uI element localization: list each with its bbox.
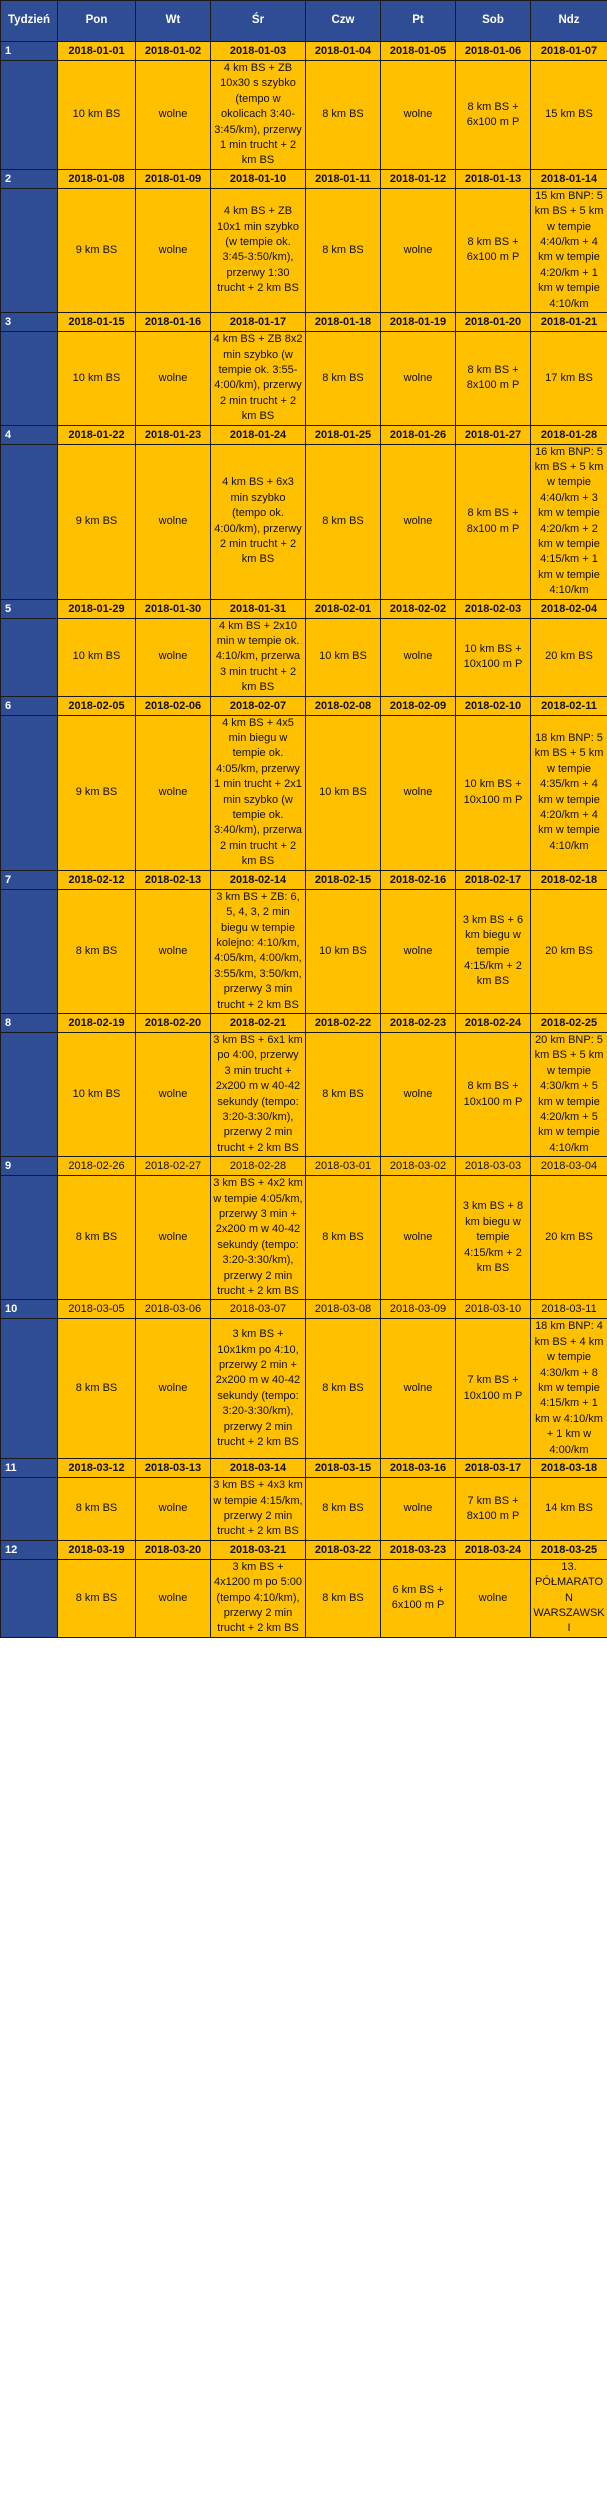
workout-cell: wolne xyxy=(456,1559,531,1637)
workout-cell: 10 km BS xyxy=(58,332,136,425)
workout-cell: wolne xyxy=(381,889,456,1013)
workout-cell: wolne xyxy=(136,1032,211,1156)
workout-cell: wolne xyxy=(136,1559,211,1637)
date-cell: 2018-02-10 xyxy=(456,696,531,715)
date-cell: 2018-01-03 xyxy=(211,42,306,61)
date-cell: 2018-01-07 xyxy=(531,42,607,61)
date-cell: 2018-02-11 xyxy=(531,696,607,715)
date-cell: 2018-02-19 xyxy=(58,1013,136,1032)
workout-cell: 8 km BS xyxy=(306,1176,381,1300)
date-cell: 2018-01-06 xyxy=(456,42,531,61)
week-side-cell xyxy=(1,715,58,870)
week-workout-row xyxy=(1,715,607,870)
date-cell: 2018-01-15 xyxy=(58,313,136,332)
week-number: 9 xyxy=(1,1157,58,1176)
workout-cell: wolne xyxy=(381,1176,456,1300)
date-cell: 2018-02-06 xyxy=(136,696,211,715)
date-cell: 2018-01-13 xyxy=(456,169,531,188)
workout-cell: 8 km BS xyxy=(306,61,381,170)
date-cell: 2018-03-12 xyxy=(58,1459,136,1478)
week-side-cell xyxy=(1,1032,58,1156)
date-cell: 2018-01-16 xyxy=(136,313,211,332)
workout-cell: 4 km BS + 4x5 min biegu w tempie ok. 4:05/km, przerwy 1 min trucht + 2x1 min szybko (w tempie ok. 3:40/km), przerwa 2 min trucht + 2 km BS xyxy=(211,715,306,870)
date-cell: 2018-03-11 xyxy=(531,1300,607,1319)
workout-cell: 3 km BS + 4x1200 m po 5:00 (tempo 4:10/km), przerwy 2 min trucht + 2 km BS xyxy=(211,1559,306,1637)
workout-cell: 8 km BS xyxy=(306,332,381,425)
date-cell: 2018-02-28 xyxy=(211,1157,306,1176)
workout-cell: 4 km BS + 6x3 min szybko (tempo ok. 4:00/km), przerwy 2 min trucht + 2 km BS xyxy=(211,444,306,599)
date-cell: 2018-01-21 xyxy=(531,313,607,332)
week-date-row xyxy=(1,313,607,332)
workout-cell: 3 km BS + 4x3 km w tempie 4:15/km, przerwy 2 min trucht + 2 km BS xyxy=(211,1478,306,1541)
week-workout-row xyxy=(1,188,607,312)
week-side-cell xyxy=(1,61,58,170)
date-cell: 2018-01-23 xyxy=(136,425,211,444)
date-cell: 2018-01-17 xyxy=(211,313,306,332)
date-cell: 2018-01-18 xyxy=(306,313,381,332)
date-cell: 2018-03-19 xyxy=(58,1540,136,1559)
date-cell: 2018-03-20 xyxy=(136,1540,211,1559)
workout-cell: 8 km BS + 8x100 m P xyxy=(456,444,531,599)
workout-cell: 10 km BS + 10x100 m P xyxy=(456,618,531,696)
workout-cell: wolne xyxy=(136,715,211,870)
date-cell: 2018-02-25 xyxy=(531,1013,607,1032)
date-cell: 2018-03-15 xyxy=(306,1459,381,1478)
workout-cell: 8 km BS xyxy=(58,1559,136,1637)
date-cell: 2018-03-06 xyxy=(136,1300,211,1319)
date-cell: 2018-01-29 xyxy=(58,599,136,618)
column-header-day: Pt xyxy=(381,1,456,42)
workout-cell: 10 km BS + 10x100 m P xyxy=(456,715,531,870)
date-cell: 2018-01-09 xyxy=(136,169,211,188)
date-cell: 2018-01-22 xyxy=(58,425,136,444)
workout-cell: 10 km BS xyxy=(58,618,136,696)
date-cell: 2018-03-01 xyxy=(306,1157,381,1176)
workout-cell: 6 km BS + 6x100 m P xyxy=(381,1559,456,1637)
workout-cell: 10 km BS xyxy=(58,1032,136,1156)
week-date-row xyxy=(1,1300,607,1319)
date-cell: 2018-02-01 xyxy=(306,599,381,618)
date-cell: 2018-02-03 xyxy=(456,599,531,618)
workout-cell: wolne xyxy=(381,1032,456,1156)
workout-cell: 16 km BNP: 5 km BS + 5 km w tempie 4:40/km + 3 km w tempie 4:20/km + 2 km w tempie 4:15/km + 1 km w tempie 4:10/km xyxy=(531,444,607,599)
date-cell: 2018-03-25 xyxy=(531,1540,607,1559)
workout-cell: 8 km BS xyxy=(58,1319,136,1459)
workout-cell: 8 km BS xyxy=(306,1032,381,1156)
workout-cell: wolne xyxy=(136,332,211,425)
workout-cell: 3 km BS + ZB: 6, 5, 4, 3, 2 min biegu w tempie kolejno: 4:10/km, 4:05/km, 4:00/km, 3:55/km, 3:50/km, przerwy 3 min trucht + 2 km BS xyxy=(211,889,306,1013)
workout-cell: 20 km BS xyxy=(531,889,607,1013)
date-cell: 2018-01-08 xyxy=(58,169,136,188)
week-workout-row xyxy=(1,1559,607,1637)
workout-cell: wolne xyxy=(381,715,456,870)
week-side-cell xyxy=(1,1559,58,1637)
date-cell: 2018-02-26 xyxy=(58,1157,136,1176)
workout-cell: 8 km BS xyxy=(306,1319,381,1459)
date-cell: 2018-02-18 xyxy=(531,870,607,889)
date-cell: 2018-02-17 xyxy=(456,870,531,889)
week-number: 2 xyxy=(1,169,58,188)
date-cell: 2018-02-12 xyxy=(58,870,136,889)
workout-cell: 8 km BS xyxy=(306,188,381,312)
date-cell: 2018-01-28 xyxy=(531,425,607,444)
date-cell: 2018-01-01 xyxy=(58,42,136,61)
date-cell: 2018-02-05 xyxy=(58,696,136,715)
workout-cell: 14 km BS xyxy=(531,1478,607,1541)
date-cell: 2018-02-14 xyxy=(211,870,306,889)
workout-cell: 8 km BS xyxy=(58,889,136,1013)
workout-cell: wolne xyxy=(381,61,456,170)
date-cell: 2018-02-16 xyxy=(381,870,456,889)
week-date-row xyxy=(1,1540,607,1559)
date-cell: 2018-02-07 xyxy=(211,696,306,715)
workout-cell: 10 km BS xyxy=(306,715,381,870)
workout-cell: 8 km BS xyxy=(306,444,381,599)
column-header-day: Pon xyxy=(58,1,136,42)
date-cell: 2018-01-04 xyxy=(306,42,381,61)
workout-cell: 3 km BS + 8 km biegu w tempie 4:15/km + 2 km BS xyxy=(456,1176,531,1300)
date-cell: 2018-03-04 xyxy=(531,1157,607,1176)
week-number: 10 xyxy=(1,1300,58,1319)
date-cell: 2018-03-03 xyxy=(456,1157,531,1176)
workout-cell: 8 km BS + 6x100 m P xyxy=(456,61,531,170)
week-number: 11 xyxy=(1,1459,58,1478)
week-date-row xyxy=(1,42,607,61)
workout-cell: 8 km BS + 10x100 m P xyxy=(456,1032,531,1156)
week-side-cell xyxy=(1,1478,58,1541)
workout-cell: 20 km BS xyxy=(531,1176,607,1300)
workout-cell: 3 km BS + 6x1 km po 4:00, przerwy 3 min trucht + 2x200 m w 40-42 sekundy (tempo: 3:20-3:30/km), przerwy 2 min trucht + 2 km BS xyxy=(211,1032,306,1156)
date-cell: 2018-02-22 xyxy=(306,1013,381,1032)
workout-cell: 7 km BS + 10x100 m P xyxy=(456,1319,531,1459)
week-side-cell xyxy=(1,618,58,696)
column-header-day: Czw xyxy=(306,1,381,42)
date-cell: 2018-02-04 xyxy=(531,599,607,618)
workout-cell: wolne xyxy=(136,889,211,1013)
date-cell: 2018-03-02 xyxy=(381,1157,456,1176)
date-cell: 2018-01-11 xyxy=(306,169,381,188)
column-header-day: Wt xyxy=(136,1,211,42)
date-cell: 2018-03-24 xyxy=(456,1540,531,1559)
week-workout-row xyxy=(1,332,607,425)
date-cell: 2018-03-22 xyxy=(306,1540,381,1559)
workout-cell: 17 km BS xyxy=(531,332,607,425)
week-date-row xyxy=(1,599,607,618)
date-cell: 2018-01-25 xyxy=(306,425,381,444)
date-cell: 2018-01-12 xyxy=(381,169,456,188)
date-cell: 2018-03-17 xyxy=(456,1459,531,1478)
date-cell: 2018-02-13 xyxy=(136,870,211,889)
workout-cell: 10 km BS xyxy=(306,889,381,1013)
date-cell: 2018-02-24 xyxy=(456,1013,531,1032)
workout-cell: wolne xyxy=(136,188,211,312)
workout-cell: wolne xyxy=(136,61,211,170)
date-cell: 2018-03-16 xyxy=(381,1459,456,1478)
workout-cell: wolne xyxy=(136,618,211,696)
week-workout-row xyxy=(1,1319,607,1459)
date-cell: 2018-03-13 xyxy=(136,1459,211,1478)
workout-cell: 4 km BS + 2x10 min w tempie ok. 4:10/km, przerwa 3 min trucht + 2 km BS xyxy=(211,618,306,696)
workout-cell: 10 km BS xyxy=(58,61,136,170)
workout-cell: 9 km BS xyxy=(58,444,136,599)
workout-cell: wolne xyxy=(136,1478,211,1541)
week-number: 6 xyxy=(1,696,58,715)
date-cell: 2018-02-09 xyxy=(381,696,456,715)
workout-cell: 4 km BS + ZB 8x2 min szybko (w tempie ok. 3:55-4:00/km), przerwy 2 min trucht + 2 km BS xyxy=(211,332,306,425)
week-number: 3 xyxy=(1,313,58,332)
workout-cell: wolne xyxy=(381,618,456,696)
week-side-cell xyxy=(1,332,58,425)
workout-cell: 8 km BS + 8x100 m P xyxy=(456,332,531,425)
week-date-row xyxy=(1,1157,607,1176)
week-side-cell xyxy=(1,188,58,312)
date-cell: 2018-01-24 xyxy=(211,425,306,444)
week-side-cell xyxy=(1,444,58,599)
workout-cell: wolne xyxy=(136,1319,211,1459)
date-cell: 2018-02-23 xyxy=(381,1013,456,1032)
workout-cell: 3 km BS + 4x2 km w tempie 4:05/km, przerwy 3 min + 2x200 m w 40-42 sekundy (tempo: 3:20-3:30/km), przerwy 2 min trucht + 2 km BS xyxy=(211,1176,306,1300)
week-number: 12 xyxy=(1,1540,58,1559)
workout-cell: 10 km BS xyxy=(306,618,381,696)
workout-cell: 8 km BS xyxy=(306,1478,381,1541)
date-cell: 2018-03-23 xyxy=(381,1540,456,1559)
date-cell: 2018-02-27 xyxy=(136,1157,211,1176)
workout-cell: wolne xyxy=(381,332,456,425)
column-header-day: Śr xyxy=(211,1,306,42)
week-side-cell xyxy=(1,1176,58,1300)
workout-cell: 4 km BS + ZB 10x1 min szybko (w tempie ok. 3:45-3:50/km), przerwy 1:30 trucht + 2 km BS xyxy=(211,188,306,312)
workout-cell: 3 km BS + 10x1km po 4:10, przerwy 2 min + 2x200 m w 40-42 sekundy (tempo: 3:20-3:30/km), przerwy 2 min trucht + 2 km BS xyxy=(211,1319,306,1459)
workout-cell: wolne xyxy=(381,444,456,599)
week-side-cell xyxy=(1,889,58,1013)
week-number: 7 xyxy=(1,870,58,889)
date-cell: 2018-03-14 xyxy=(211,1459,306,1478)
workout-cell: 8 km BS xyxy=(58,1478,136,1541)
date-cell: 2018-02-20 xyxy=(136,1013,211,1032)
week-workout-row xyxy=(1,1032,607,1156)
workout-cell: 9 km BS xyxy=(58,188,136,312)
workout-cell: 8 km BS + 6x100 m P xyxy=(456,188,531,312)
date-cell: 2018-03-08 xyxy=(306,1300,381,1319)
date-cell: 2018-01-10 xyxy=(211,169,306,188)
workout-cell: 18 km BNP: 5 km BS + 5 km w tempie 4:35/km + 4 km w tempie 4:20/km + 4 km w tempie 4:10/km xyxy=(531,715,607,870)
date-cell: 2018-03-10 xyxy=(456,1300,531,1319)
week-date-row xyxy=(1,1013,607,1032)
workout-cell: 3 km BS + 6 km biegu w tempie 4:15/km + 2 km BS xyxy=(456,889,531,1013)
workout-cell: wolne xyxy=(381,188,456,312)
date-cell: 2018-01-26 xyxy=(381,425,456,444)
workout-cell: 15 km BNP: 5 km BS + 5 km w tempie 4:40/km + 4 km w tempie 4:20/km + 1 km w tempie 4:10/km xyxy=(531,188,607,312)
date-cell: 2018-02-15 xyxy=(306,870,381,889)
week-workout-row xyxy=(1,1176,607,1300)
date-cell: 2018-03-05 xyxy=(58,1300,136,1319)
date-cell: 2018-03-07 xyxy=(211,1300,306,1319)
week-date-row xyxy=(1,425,607,444)
plan-body xyxy=(1,42,607,1638)
week-number: 4 xyxy=(1,425,58,444)
date-cell: 2018-02-08 xyxy=(306,696,381,715)
date-cell: 2018-02-02 xyxy=(381,599,456,618)
week-workout-row xyxy=(1,61,607,170)
date-cell: 2018-01-30 xyxy=(136,599,211,618)
header-row xyxy=(1,1,607,42)
column-header-day: Sob xyxy=(456,1,531,42)
workout-cell: 8 km BS xyxy=(58,1176,136,1300)
date-cell: 2018-03-18 xyxy=(531,1459,607,1478)
week-workout-row xyxy=(1,1478,607,1541)
workout-cell: 20 km BNP: 5 km BS + 5 km w tempie 4:30/km + 5 km w tempie 4:20/km + 5 km w tempie 4:10/km xyxy=(531,1032,607,1156)
workout-cell: 20 km BS xyxy=(531,618,607,696)
week-number: 1 xyxy=(1,42,58,61)
date-cell: 2018-03-21 xyxy=(211,1540,306,1559)
date-cell: 2018-01-14 xyxy=(531,169,607,188)
date-cell: 2018-01-20 xyxy=(456,313,531,332)
date-cell: 2018-01-05 xyxy=(381,42,456,61)
workout-cell: wolne xyxy=(381,1319,456,1459)
workout-cell: 7 km BS + 8x100 m P xyxy=(456,1478,531,1541)
workout-cell: 8 km BS xyxy=(306,1559,381,1637)
workout-cell: wolne xyxy=(381,1478,456,1541)
workout-cell: wolne xyxy=(136,1176,211,1300)
workout-cell: 4 km BS + ZB 10x30 s szybko (tempo w okolicach 3:40-3:45/km), przerwy 1 min trucht + 2 km BS xyxy=(211,61,306,170)
date-cell: 2018-01-27 xyxy=(456,425,531,444)
date-cell: 2018-01-19 xyxy=(381,313,456,332)
date-cell: 2018-01-31 xyxy=(211,599,306,618)
date-cell: 2018-02-21 xyxy=(211,1013,306,1032)
workout-cell: 9 km BS xyxy=(58,715,136,870)
week-side-cell xyxy=(1,1319,58,1459)
week-workout-row xyxy=(1,618,607,696)
week-date-row xyxy=(1,870,607,889)
week-date-row xyxy=(1,696,607,715)
column-header-week: Tydzień xyxy=(1,1,58,42)
column-header-day: Ndz xyxy=(531,1,607,42)
workout-cell: 15 km BS xyxy=(531,61,607,170)
week-date-row xyxy=(1,1459,607,1478)
workout-cell: 18 km BNP: 4 km BS + 4 km w tempie 4:30/km + 8 km w tempie 4:15/km + 1 km w 4:10/km + 1 km w 4:00/km xyxy=(531,1319,607,1459)
week-workout-row xyxy=(1,444,607,599)
week-date-row xyxy=(1,169,607,188)
date-cell: 2018-01-02 xyxy=(136,42,211,61)
week-number: 8 xyxy=(1,1013,58,1032)
week-number: 5 xyxy=(1,599,58,618)
workout-cell: wolne xyxy=(136,444,211,599)
week-workout-row xyxy=(1,889,607,1013)
workout-cell: 13. PÓŁMARATON WARSZAWSKI xyxy=(531,1559,607,1637)
date-cell: 2018-03-09 xyxy=(381,1300,456,1319)
